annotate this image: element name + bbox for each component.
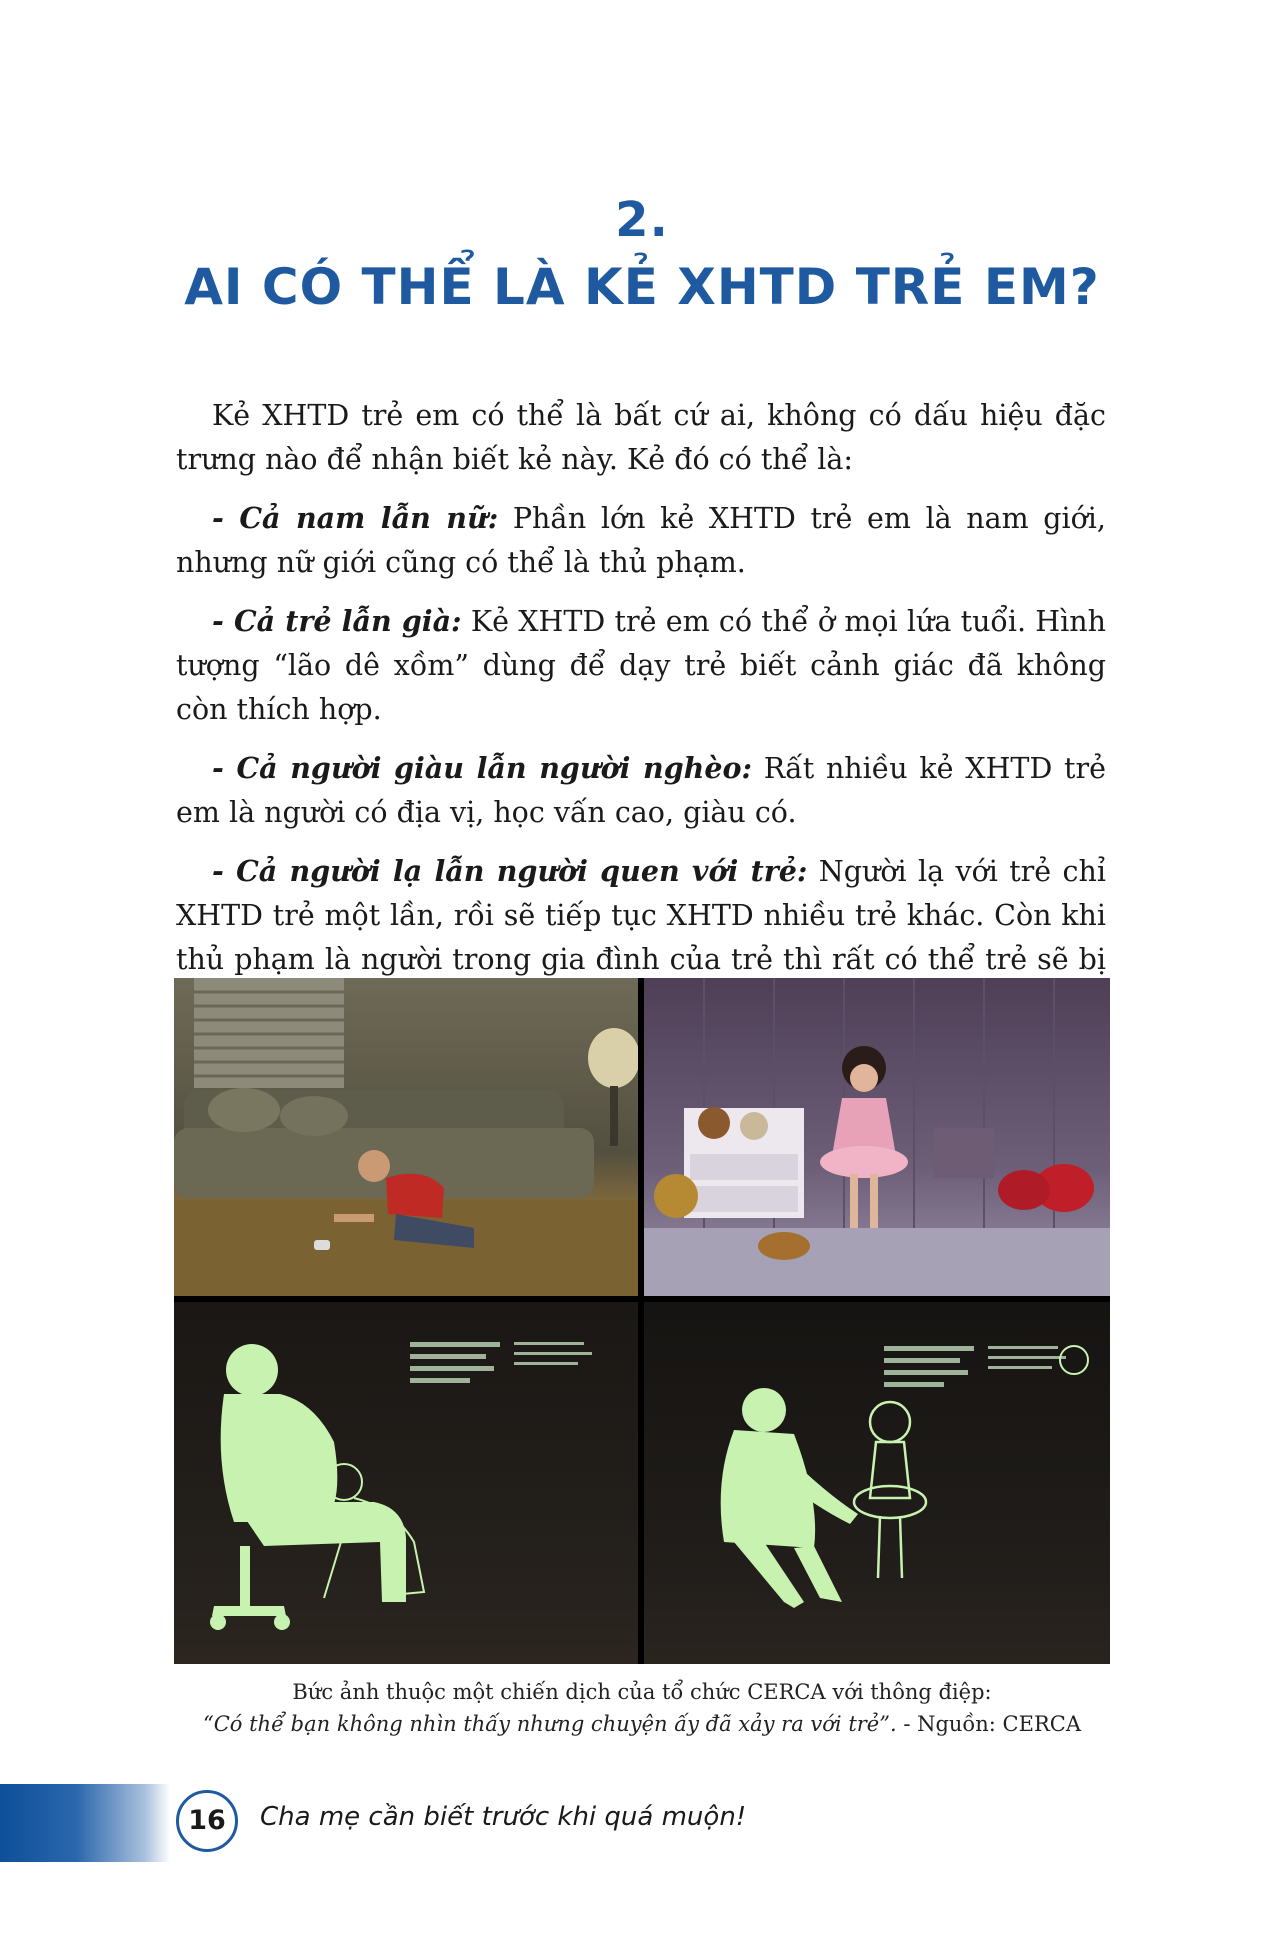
footer-gradient-band: [0, 1784, 170, 1862]
photo-silhouette-chair: [174, 1302, 638, 1664]
item-paragraph: [176, 496, 1106, 585]
caption-quote: “Có thể bạn không nhìn thấy nhưng chuyện ấy đã xảy ra với trẻ”.: [203, 1712, 897, 1736]
chapter-title: AI CÓ THỂ LÀ KẺ XHTD TRẺ EM?: [184, 258, 1100, 316]
photo-caption: [0, 1676, 1284, 1740]
item-lead: - Cả người giàu lẫn người nghèo:: [212, 751, 753, 785]
item-lead: - Cả người lạ lẫn người quen với trẻ:: [212, 854, 808, 888]
item-lead: - Cả trẻ lẫn già:: [212, 604, 462, 638]
item-text: Người lạ với trẻ chỉ XHTD trẻ một lần, rồi sẽ tiếp tục XHTD nhiều trẻ khác. Còn khi thủ phạm là người trong gia đình của trẻ thì rất có thể trẻ sẽ bị: [176, 855, 1106, 976]
item-paragraph: [176, 599, 1106, 732]
caption-source: - Nguồn: CERCA: [896, 1712, 1081, 1736]
item-paragraph: [176, 746, 1106, 835]
book-title-footer: Cha mẹ cần biết trước khi quá muộn!: [260, 1802, 747, 1832]
item-lead: - Cả nam lẫn nữ:: [212, 501, 499, 535]
photo-living-room: [174, 978, 638, 1296]
intro-paragraph: Kẻ XHTD trẻ em có thể là bất cứ ai, không có dấu hiệu đặc trưng nào để nhận biết kẻ này. Kẻ đó có thể là:: [176, 399, 1106, 476]
item-text: Phần lớn kẻ XHTD trẻ em là nam giới, nhưng nữ giới cũng có thể là thủ phạm.: [176, 502, 1106, 579]
page-number: 16: [176, 1790, 238, 1852]
campaign-photo-grid: [174, 978, 1110, 1664]
body-text: [176, 394, 1106, 1040]
photo-silhouette-girl: [644, 1302, 1110, 1664]
chapter-number: 2.: [615, 192, 669, 248]
caption-line: Bức ảnh thuộc một chiến dịch của tổ chức CERCA với thông điệp:: [292, 1680, 992, 1704]
item-text: Rất nhiều kẻ XHTD trẻ em là người có địa vị, học vấn cao, giàu có.: [176, 752, 1106, 829]
item-text: Kẻ XHTD trẻ em có thể ở mọi lứa tuổi. Hình tượng “lão dê xồm” dùng để dạy trẻ biết cảnh giác đã không còn thích hợp.: [176, 605, 1106, 726]
photo-bedroom: [644, 978, 1110, 1296]
caption-line: [0, 1708, 1284, 1740]
